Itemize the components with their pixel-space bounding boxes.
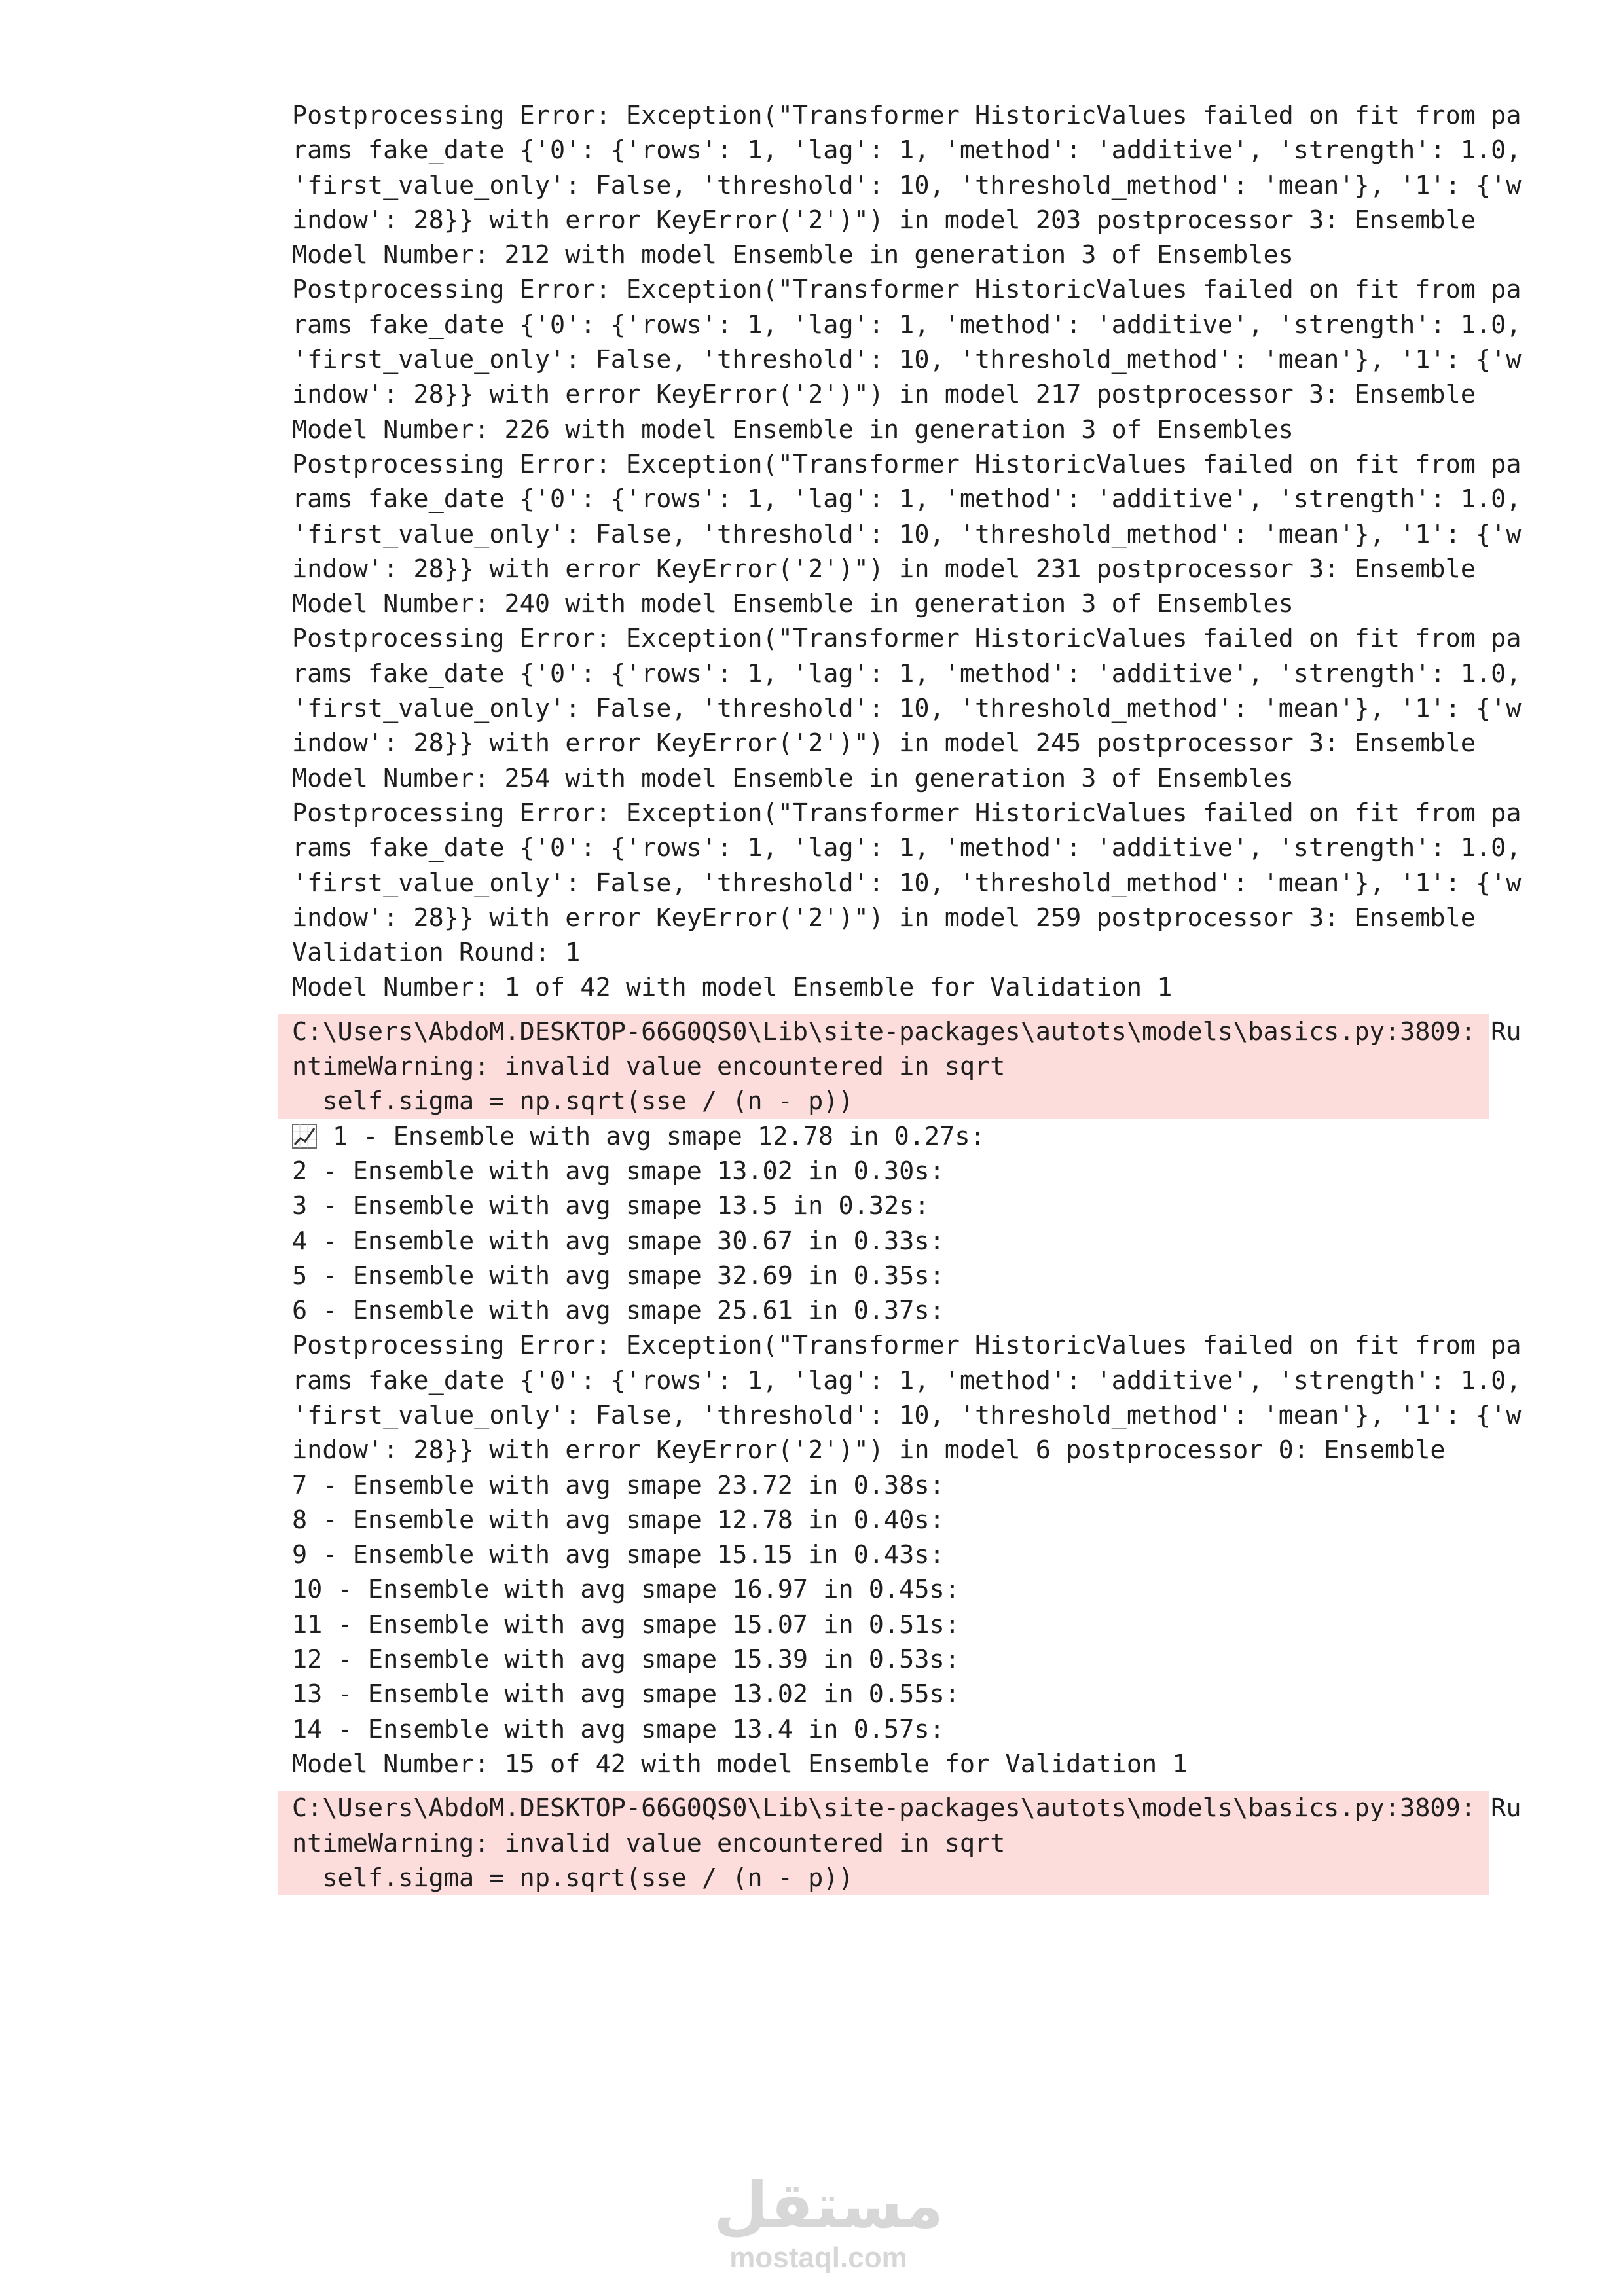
log-line: indow': 28}} with error KeyError('2')") in model 245 postprocessor 3: Ensemble [292,728,1476,759]
watermark-logo [714,2169,944,2274]
log-block [278,98,1522,1005]
log-line: self.sigma = np.sqrt(sse / (n - p)) [292,1863,854,1893]
log-line: 10 - Ensemble with avg smape 16.97 in 0.45s: [292,1575,960,1605]
log-line: rams fake_date {'0': {'rows': 1, 'lag': 1, 'method': 'additive', 'strength': 1.0, [292,833,1522,863]
log-line: indow': 28}} with error KeyError('2')") in model 6 postprocessor 0: Ensemble [292,1435,1446,1465]
log-line: C:\Users\AbdoM.DESKTOP-66G0QS0\Lib\site-packages\autots\models\basics.py:3809: Ru [292,1793,1522,1823]
log-line: 'first_value_only': False, 'threshold': 10, 'threshold_method': 'mean'}, '1': {'w [292,519,1522,549]
log-line: ntimeWarning: invalid value encountered in sqrt [292,1828,1006,1858]
log-line: Model Number: 1 of 42 with model Ensemble for Validation 1 [292,973,1173,1003]
log-line: 'first_value_only': False, 'threshold': 10, 'threshold_method': 'mean'}, '1': {'w [292,868,1522,898]
log-line: Model Number: 254 with model Ensemble in generation 3 of Ensembles [292,763,1294,793]
log-line: indow': 28}} with error KeyError('2')") in model 217 postprocessor 3: Ensemble [292,380,1476,410]
log-line: Model Number: 240 with model Ensemble in generation 3 of Ensembles [292,589,1294,619]
result-text: 1 - Ensemble with avg smape 12.78 in 0.27s: [333,1121,985,1151]
log-line: 14 - Ensemble with avg smape 13.4 in 0.57s: [292,1714,945,1744]
log-line: 11 - Ensemble with avg smape 15.07 in 0.51s: [292,1609,960,1640]
log-line: 'first_value_only': False, 'threshold': 10, 'threshold_method': 'mean'}, '1': {'w [292,694,1522,724]
log-line: indow': 28}} with error KeyError('2')") in model 231 postprocessor 3: Ensemble [292,554,1476,584]
log-line: indow': 28}} with error KeyError('2')") in model 203 postprocessor 3: Ensemble [292,205,1476,235]
log-line: 'first_value_only': False, 'threshold': 10, 'threshold_method': 'mean'}, '1': {'w [292,1400,1522,1430]
log-line: 3 - Ensemble with avg smape 13.5 in 0.32s: [292,1191,930,1221]
log-line: self.sigma = np.sqrt(sse / (n - p)) [292,1086,854,1117]
log-line: 7 - Ensemble with avg smape 23.72 in 0.38s: [292,1470,945,1500]
log-line: Model Number: 226 with model Ensemble in generation 3 of Ensembles [292,414,1294,444]
log-line: rams fake_date {'0': {'rows': 1, 'lag': 1, 'method': 'additive', 'strength': 1.0, [292,135,1522,166]
log-line: 2 - Ensemble with avg smape 13.02 in 0.30s: [292,1156,945,1186]
log-line: Postprocessing Error: Exception("Transformer HistoricValues failed on fit from pa [292,1331,1522,1361]
watermark-latin: mostaql.com [729,2242,907,2274]
log-line: 8 - Ensemble with avg smape 12.78 in 0.40s: [292,1505,945,1535]
log-line: 'first_value_only': False, 'threshold': 10, 'threshold_method': 'mean'}, '1': {'w [292,345,1522,375]
log-line: Validation Round: 1 [292,938,581,968]
log-line: Postprocessing Error: Exception("Transformer HistoricValues failed on fit from pa [292,798,1522,828]
chart-increasing-icon [292,1123,317,1148]
log-line: ntimeWarning: invalid value encountered in sqrt [292,1052,1006,1082]
log-line: 5 - Ensemble with avg smape 32.69 in 0.35s: [292,1261,945,1291]
log-block [278,1154,1522,1782]
log-line: C:\Users\AbdoM.DESKTOP-66G0QS0\Lib\site-packages\autots\models\basics.py:3809: Ru [292,1016,1522,1047]
log-line: Model Number: 212 with model Ensemble in generation 3 of Ensembles [292,240,1294,270]
log-line: 12 - Ensemble with avg smape 15.39 in 0.53s: [292,1645,960,1675]
console-output [278,98,1522,1895]
log-line: 4 - Ensemble with avg smape 30.67 in 0.33s: [292,1226,945,1256]
watermark-arabic: مستقل [714,2169,944,2242]
log-line: 6 - Ensemble with avg smape 25.61 in 0.37s: [292,1296,945,1326]
log-line: Postprocessing Error: Exception("Transformer HistoricValues failed on fit from pa [292,624,1522,654]
log-line: Postprocessing Error: Exception("Transformer HistoricValues failed on fit from pa [292,449,1522,479]
log-line: Model Number: 15 of 42 with model Ensemble for Validation 1 [292,1749,1188,1779]
log-line: indow': 28}} with error KeyError('2')") in model 259 postprocessor 3: Ensemble [292,903,1476,933]
log-line: 13 - Ensemble with avg smape 13.02 in 0.55s: [292,1679,960,1710]
log-line: rams fake_date {'0': {'rows': 1, 'lag': 1, 'method': 'additive', 'strength': 1.0, [292,658,1522,689]
result-line [278,1119,1489,1154]
log-line: Postprocessing Error: Exception("Transformer HistoricValues failed on fit from pa [292,275,1522,305]
stderr-warning [278,1791,1522,1895]
log-line: rams fake_date {'0': {'rows': 1, 'lag': 1, 'method': 'additive', 'strength': 1.0, [292,484,1522,514]
log-line: 'first_value_only': False, 'threshold': 10, 'threshold_method': 'mean'}, '1': {'w [292,170,1522,200]
log-line: 9 - Ensemble with avg smape 15.15 in 0.43s: [292,1540,945,1570]
log-line: rams fake_date {'0': {'rows': 1, 'lag': 1, 'method': 'additive', 'strength': 1.0, [292,1365,1522,1395]
log-line: Postprocessing Error: Exception("Transformer HistoricValues failed on fit from pa [292,101,1522,130]
stderr-warning [278,1014,1522,1119]
log-line: rams fake_date {'0': {'rows': 1, 'lag': 1, 'method': 'additive', 'strength': 1.0, [292,310,1522,340]
